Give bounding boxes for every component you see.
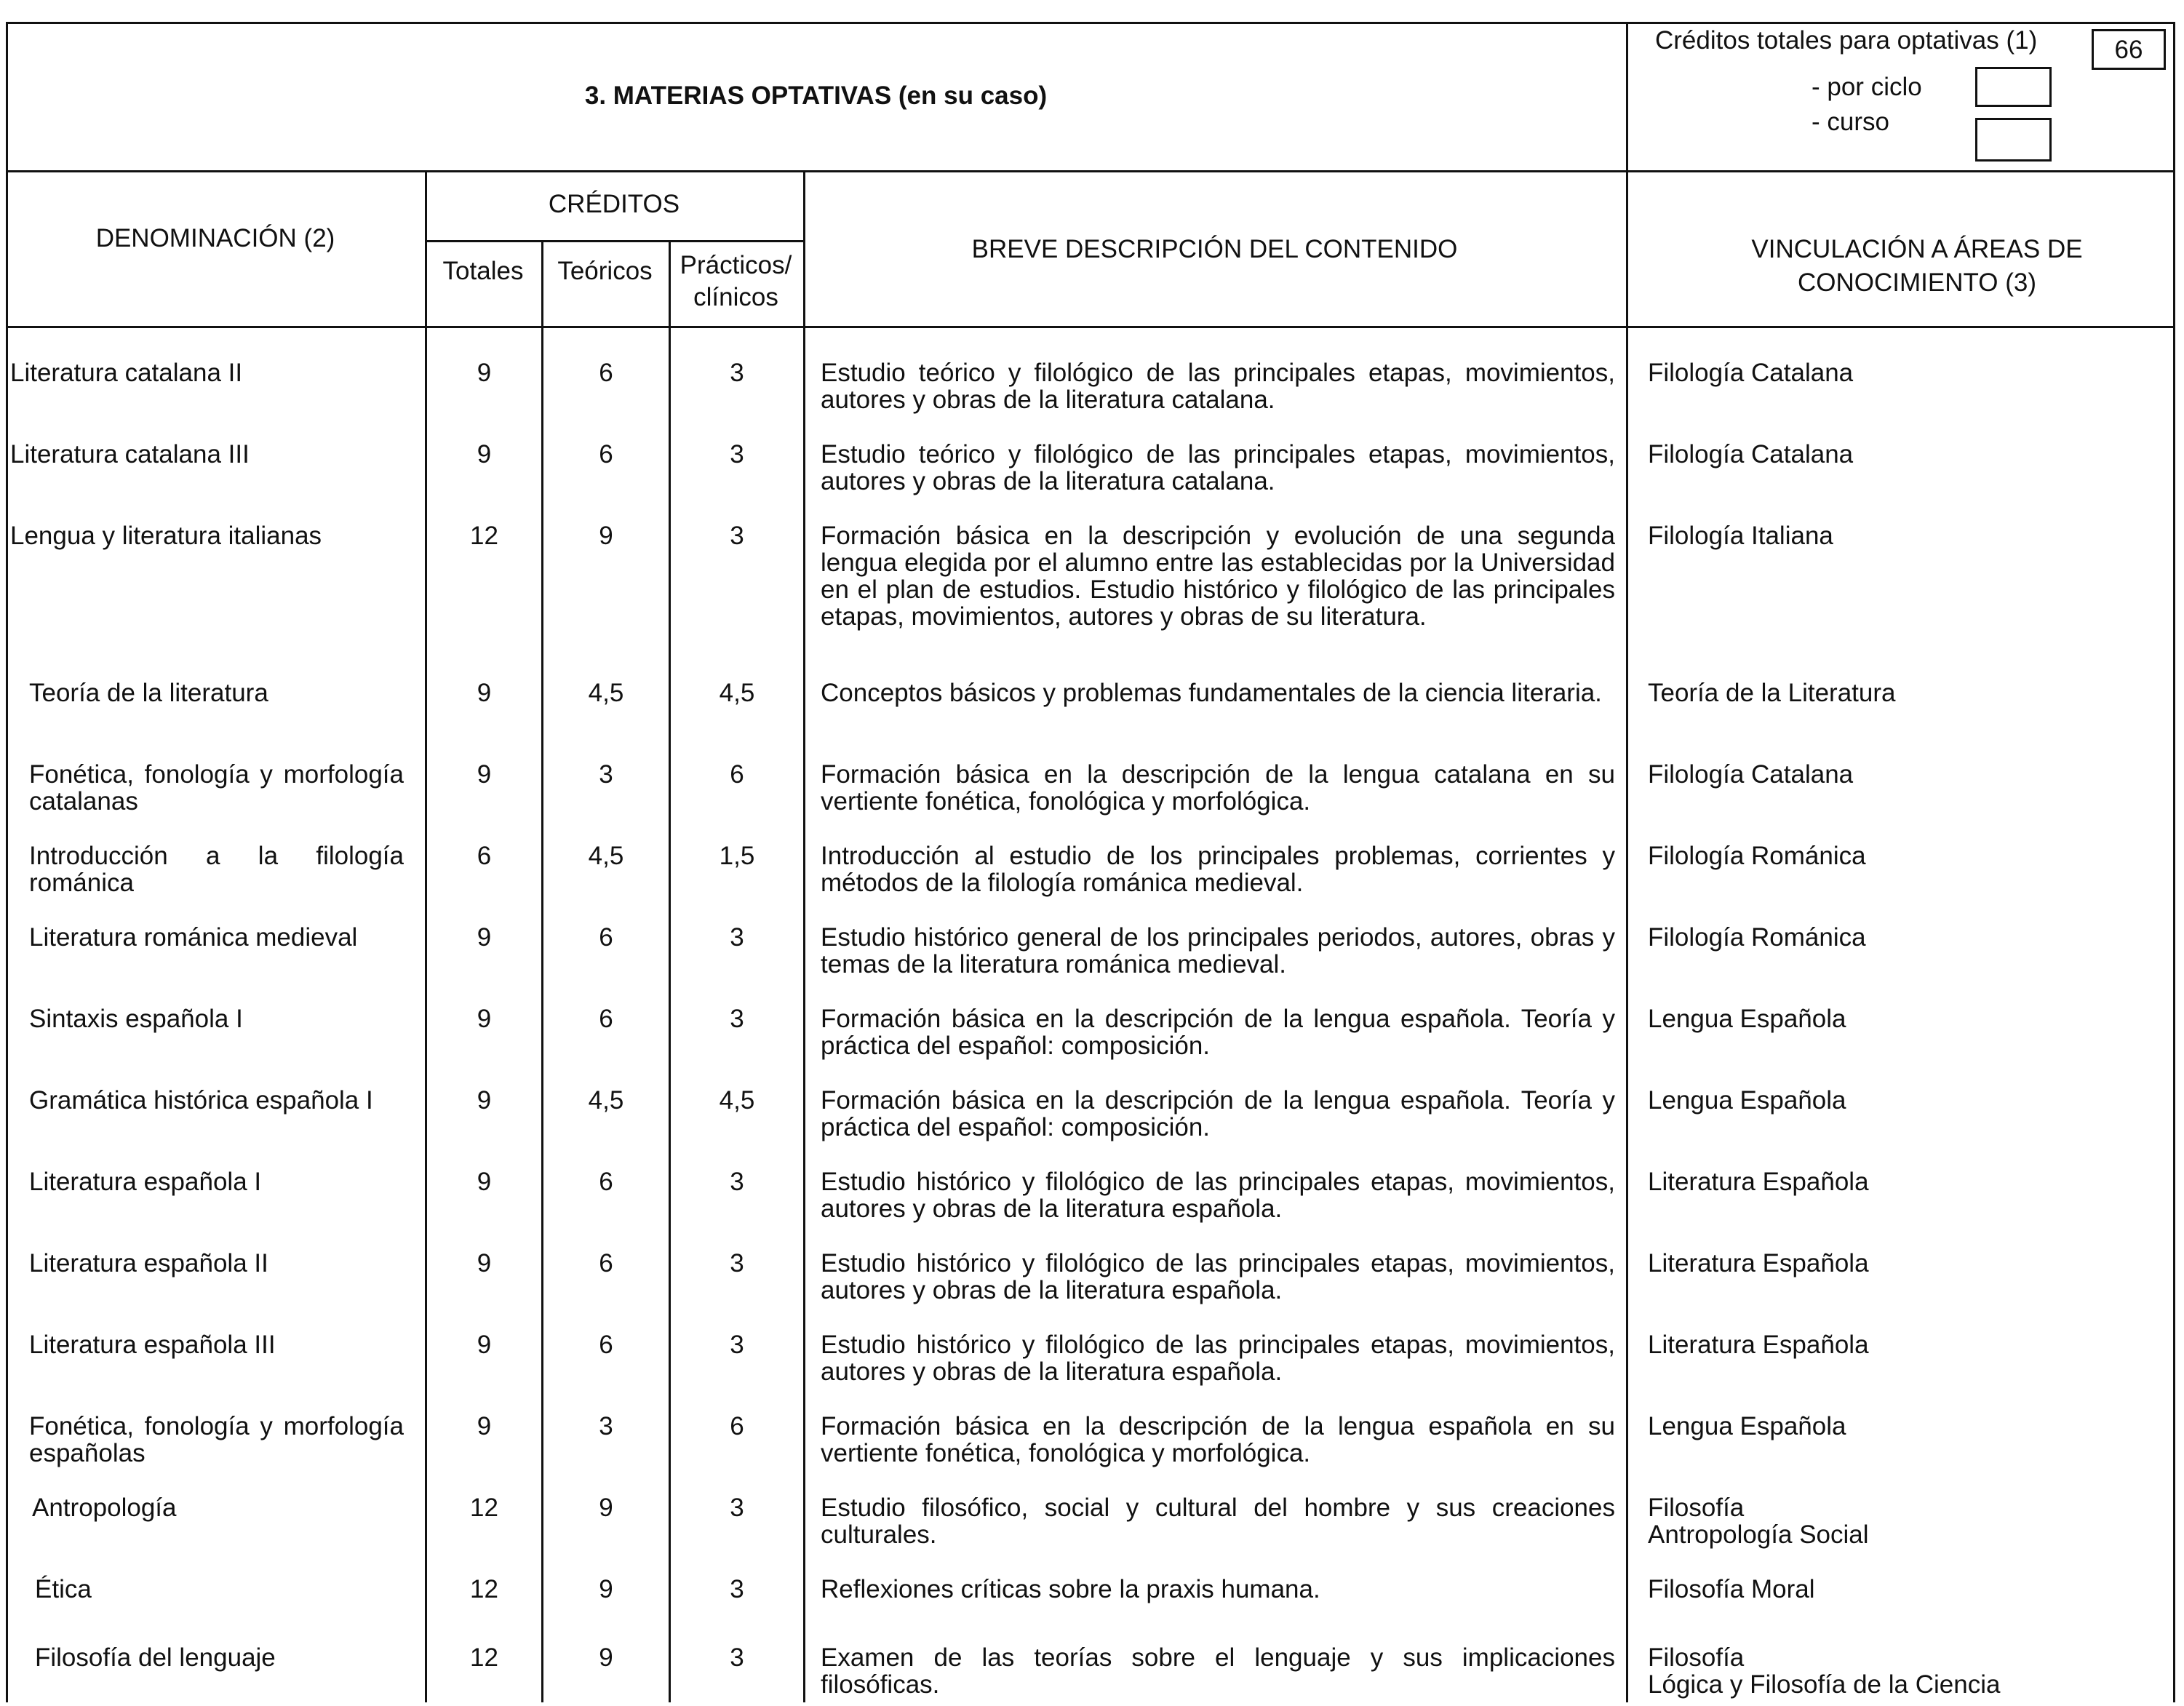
row-denominacion: Filosofía del lenguaje [35, 1643, 276, 1672]
row-descripcion: Examen de las teorías sobre el lenguaje y sus implicaciones filosóficas. [821, 1643, 1615, 1699]
row-teoricos: 9 [599, 522, 613, 550]
row-teoricos: 9 [599, 1643, 613, 1672]
curso-box [1975, 118, 2052, 162]
row-practicos: 3 [730, 923, 744, 952]
row-totales: 9 [477, 923, 492, 952]
row-denominacion: Literatura española I [29, 1168, 262, 1196]
row-denominacion: Teoría de la literatura [29, 679, 268, 707]
row-totales: 9 [477, 1086, 492, 1115]
row-totales: 9 [477, 1331, 492, 1359]
row-totales: 12 [470, 1643, 498, 1672]
row-totales: 9 [477, 760, 492, 789]
row-denominacion: Lengua y literatura italianas [10, 522, 322, 550]
column-divider-descripcion-right [1626, 22, 1628, 1702]
row-teoricos: 4,5 [588, 842, 624, 870]
row-totales: 9 [477, 679, 492, 707]
row-totales: 9 [477, 359, 492, 387]
row-practicos: 1,5 [719, 842, 755, 870]
row-totales: 6 [477, 842, 492, 870]
row-descripcion: Formación básica en la descripción de la lengua española. Teoría y práctica del español: composición. [821, 1086, 1615, 1141]
col-header-vinculacion: VINCULACIÓN A ÁREAS DE CONOCIMIENTO (3) [1751, 235, 2083, 297]
row-area: Filosofía Lógica y Filosofía de la Ciencia [1648, 1643, 2001, 1699]
row-descripcion: Formación básica en la descripción de la lengua española. Teoría y práctica del español: composición. [821, 1005, 1615, 1060]
row-totales: 9 [477, 440, 492, 469]
section-title: 3. MATERIAS OPTATIVAS (en su caso) [584, 81, 1048, 110]
column-divider-creditos-right [803, 170, 805, 1702]
row-teoricos: 3 [599, 760, 613, 789]
row-denominacion: Literatura española II [29, 1249, 268, 1277]
row-practicos: 4,5 [719, 1086, 755, 1115]
row-practicos: 3 [730, 1249, 744, 1277]
row-denominacion: Literatura catalana III [10, 440, 250, 469]
row-practicos: 3 [730, 1331, 744, 1359]
row-totales: 12 [470, 1575, 498, 1603]
row-descripcion: Formación básica en la descripción de la lengua catalana en su vertiente fonética, fonológica y morfológica. [821, 760, 1615, 816]
row-denominacion: Literatura catalana II [10, 359, 243, 387]
creditos-subheader-divider [425, 240, 803, 242]
row-practicos: 3 [730, 440, 744, 469]
row-descripcion: Estudio teórico y filológico de las principales etapas, movimientos, autores y obras de la literatura catalana. [821, 440, 1615, 495]
row-area: Filología Catalana [1648, 359, 1854, 387]
row-area: Lengua Española [1648, 1086, 1846, 1115]
col-header-denominacion: DENOMINACIÓN (2) [95, 224, 335, 252]
row-teoricos: 4,5 [588, 1086, 624, 1115]
row-descripcion: Formación básica en la descripción de la lengua española en su vertiente fonética, fonológica y morfológica. [821, 1412, 1615, 1467]
col-header-practicos: Prácticos/ clínicos [679, 251, 792, 311]
por-ciclo-label: - por ciclo [1812, 73, 1922, 101]
row-teoricos: 3 [599, 1412, 613, 1440]
row-denominacion: Fonética, fonología y morfología catalanas [29, 760, 404, 816]
col-header-teoricos: Teóricos [557, 257, 653, 285]
row-area: Filología Románica [1648, 923, 1866, 952]
row-totales: 9 [477, 1412, 492, 1440]
row-practicos: 3 [730, 1575, 744, 1603]
row-teoricos: 6 [599, 1168, 613, 1196]
creditos-totales-label: Créditos totales para optativas (1) [1655, 26, 2038, 55]
row-totales: 12 [470, 1494, 498, 1522]
row-teoricos: 9 [599, 1575, 613, 1603]
row-totales: 12 [470, 522, 498, 550]
row-descripcion: Introducción al estudio de los principales problemas, corrientes y métodos de la filología románica medieval. [821, 842, 1615, 897]
row-teoricos: 9 [599, 1494, 613, 1522]
por-ciclo-box [1975, 67, 2052, 107]
row-practicos: 6 [730, 760, 744, 789]
row-teoricos: 6 [599, 440, 613, 469]
row-practicos: 4,5 [719, 679, 755, 707]
row-teoricos: 6 [599, 1331, 613, 1359]
row-descripcion: Estudio teórico y filológico de las principales etapas, movimientos, autores y obras de la literatura catalana. [821, 359, 1615, 414]
row-totales: 9 [477, 1249, 492, 1277]
row-denominacion: Literatura española III [29, 1331, 276, 1359]
row-area: Literatura Española [1648, 1249, 1869, 1277]
col-header-totales: Totales [442, 257, 524, 285]
row-totales: 9 [477, 1168, 492, 1196]
row-practicos: 6 [730, 1412, 744, 1440]
row-teoricos: 4,5 [588, 679, 624, 707]
row-practicos: 3 [730, 1168, 744, 1196]
row-denominacion: Antropología [32, 1494, 177, 1522]
curso-label: - curso [1812, 108, 1889, 136]
row-practicos: 3 [730, 1643, 744, 1672]
row-practicos: 3 [730, 522, 744, 550]
row-denominacion: Sintaxis española I [29, 1005, 243, 1033]
row-totales: 9 [477, 1005, 492, 1033]
col-header-creditos: CRÉDITOS [548, 190, 680, 218]
row-denominacion: Ética [35, 1575, 92, 1603]
row-teoricos: 6 [599, 923, 613, 952]
row-descripcion: Conceptos básicos y problemas fundamentales de la ciencia literaria. [821, 679, 1602, 707]
row-area: Filología Catalana [1648, 440, 1854, 469]
row-area: Literatura Española [1648, 1168, 1869, 1196]
row-practicos: 3 [730, 1005, 744, 1033]
row-area: Literatura Española [1648, 1331, 1869, 1359]
row-teoricos: 6 [599, 1005, 613, 1033]
row-area: Filología Románica [1648, 842, 1866, 870]
row-teoricos: 6 [599, 359, 613, 387]
row-descripcion: Estudio histórico y filológico de las principales etapas, movimientos, autores y obras de la literatura española. [821, 1168, 1615, 1223]
row-practicos: 3 [730, 359, 744, 387]
row-area: Lengua Española [1648, 1005, 1846, 1033]
row-descripcion: Estudio histórico y filológico de las principales etapas, movimientos, autores y obras de la literatura española. [821, 1331, 1615, 1386]
row-area: Filología Italiana [1648, 522, 1833, 550]
row-denominacion: Gramática histórica española I [29, 1086, 373, 1115]
row-area: Teoría de la Literatura [1648, 679, 1896, 707]
row-area: Filología Catalana [1648, 760, 1854, 789]
row-descripcion: Estudio filosófico, social y cultural del hombre y sus creaciones culturales. [821, 1494, 1615, 1549]
row-area: Filosofía Antropología Social [1648, 1494, 1869, 1549]
row-descripcion: Estudio histórico general de los principales periodos, autores, obras y temas de la literatura románica medieval. [821, 923, 1615, 978]
row-teoricos: 6 [599, 1249, 613, 1277]
row-denominacion: Fonética, fonología y morfología españolas [29, 1412, 404, 1467]
row-descripcion: Formación básica en la descripción y evolución de una segunda lengua elegida por el alumno entre las establecidas por la Universidad en el plan de estudios. Estudio histórico y filológico de las principales etapas, movimientos, autores y obras de su literatura. [821, 522, 1615, 631]
row-descripcion: Reflexiones críticas sobre la praxis humana. [821, 1575, 1320, 1603]
column-header-divider [6, 326, 2175, 328]
row-descripcion: Estudio histórico y filológico de las principales etapas, movimientos, autores y obras de la literatura española. [821, 1249, 1615, 1304]
col-header-descripcion: BREVE DESCRIPCIÓN DEL CONTENIDO [971, 235, 1458, 263]
row-denominacion: Introducción a la filología románica [29, 842, 404, 897]
header-divider [6, 170, 2175, 172]
row-area: Filosofía Moral [1648, 1575, 1815, 1603]
row-area: Lengua Española [1648, 1412, 1846, 1440]
row-practicos: 3 [730, 1494, 744, 1522]
creditos-totales-value: 66 [2114, 36, 2143, 64]
row-denominacion: Literatura románica medieval [29, 923, 358, 952]
